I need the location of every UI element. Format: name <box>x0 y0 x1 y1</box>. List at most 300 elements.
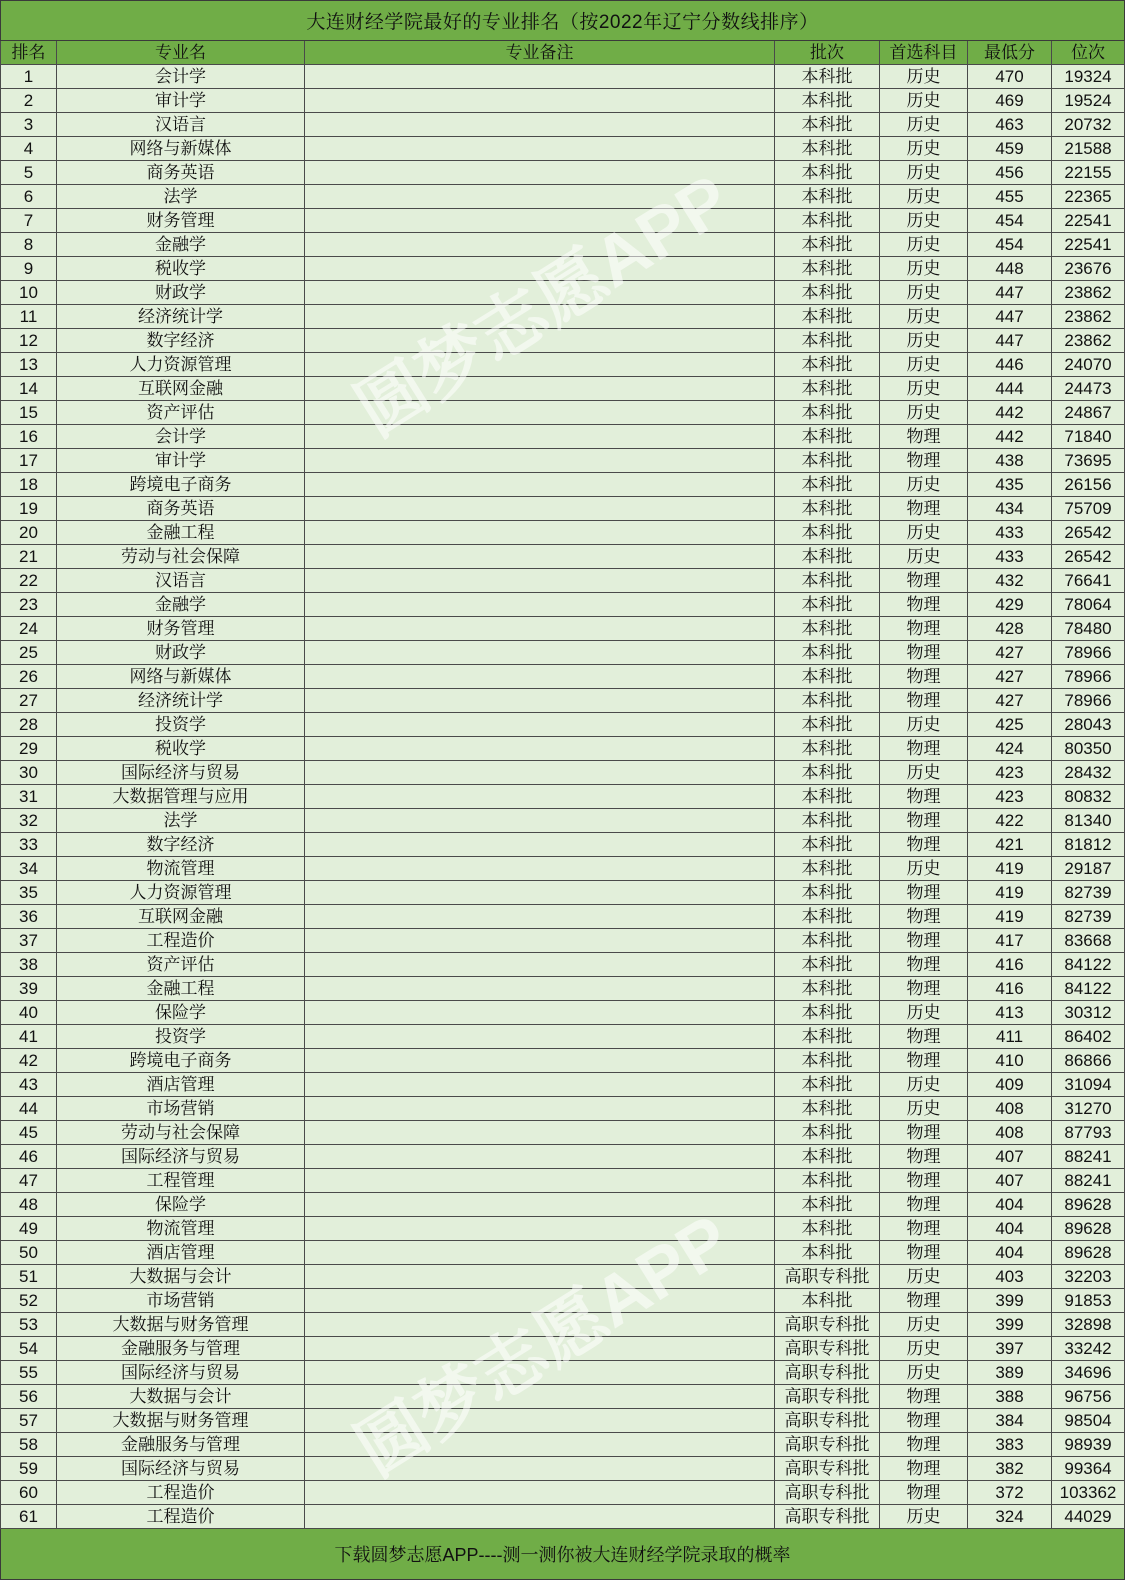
rank-cell: 13 <box>0 353 57 377</box>
subject-cell: 历史 <box>880 353 968 377</box>
rank-cell: 36 <box>0 905 57 929</box>
remark-cell <box>305 857 775 881</box>
major-name-cell: 财务管理 <box>57 617 305 641</box>
table-row <box>0 233 1125 257</box>
remark-cell <box>305 809 775 833</box>
rank-cell: 6 <box>0 185 57 209</box>
batch-cell: 本科批 <box>775 641 880 665</box>
batch-cell: 高职专科批 <box>775 1409 880 1433</box>
rank-cell: 40 <box>0 1001 57 1025</box>
table-row <box>0 1481 1125 1505</box>
remark-cell <box>305 449 775 473</box>
min-score-cell: 419 <box>968 857 1052 881</box>
min-score-cell: 429 <box>968 593 1052 617</box>
table-row <box>0 905 1125 929</box>
remark-cell <box>305 593 775 617</box>
min-score-cell: 427 <box>968 689 1052 713</box>
rank-cell: 14 <box>0 377 57 401</box>
min-score-cell: 428 <box>968 617 1052 641</box>
major-name-cell: 人力资源管理 <box>57 353 305 377</box>
rank-cell: 17 <box>0 449 57 473</box>
table-row <box>0 1145 1125 1169</box>
rank-cell: 49 <box>0 1217 57 1241</box>
min-score-cell: 407 <box>968 1145 1052 1169</box>
position-cell: 32898 <box>1052 1313 1125 1337</box>
subject-cell: 历史 <box>880 1001 968 1025</box>
remark-cell <box>305 1217 775 1241</box>
subject-cell: 历史 <box>880 1505 968 1529</box>
subject-cell: 物理 <box>880 1025 968 1049</box>
subject-cell: 物理 <box>880 1409 968 1433</box>
position-cell: 29187 <box>1052 857 1125 881</box>
batch-cell: 本科批 <box>775 1145 880 1169</box>
remark-cell <box>305 545 775 569</box>
batch-cell: 本科批 <box>775 425 880 449</box>
min-score-cell: 421 <box>968 833 1052 857</box>
table-row <box>0 977 1125 1001</box>
major-name-cell: 资产评估 <box>57 953 305 977</box>
remark-cell <box>305 1145 775 1169</box>
rank-cell: 35 <box>0 881 57 905</box>
table-row <box>0 329 1125 353</box>
major-name-cell: 跨境电子商务 <box>57 473 305 497</box>
table-row <box>0 65 1125 89</box>
major-name-cell: 数字经济 <box>57 833 305 857</box>
min-score-cell: 448 <box>968 257 1052 281</box>
min-score-cell: 432 <box>968 569 1052 593</box>
table-row <box>0 1169 1125 1193</box>
remark-cell <box>305 1409 775 1433</box>
table-row <box>0 1337 1125 1361</box>
position-cell: 23862 <box>1052 305 1125 329</box>
min-score-cell: 434 <box>968 497 1052 521</box>
rank-cell: 24 <box>0 617 57 641</box>
remark-cell <box>305 1289 775 1313</box>
subject-cell: 历史 <box>880 185 968 209</box>
min-score-cell: 459 <box>968 137 1052 161</box>
rank-cell: 29 <box>0 737 57 761</box>
major-name-cell: 经济统计学 <box>57 305 305 329</box>
rank-cell: 26 <box>0 665 57 689</box>
position-cell: 31270 <box>1052 1097 1125 1121</box>
table-row <box>0 1001 1125 1025</box>
table-row <box>0 1265 1125 1289</box>
major-name-cell: 物流管理 <box>57 1217 305 1241</box>
batch-cell: 本科批 <box>775 761 880 785</box>
position-cell: 19524 <box>1052 89 1125 113</box>
subject-cell: 物理 <box>880 953 968 977</box>
subject-cell: 历史 <box>880 65 968 89</box>
header-remark: 专业备注 <box>305 41 775 65</box>
table-row <box>0 1241 1125 1265</box>
min-score-cell: 425 <box>968 713 1052 737</box>
major-name-cell: 工程造价 <box>57 1505 305 1529</box>
rank-cell: 7 <box>0 209 57 233</box>
table-row <box>0 545 1125 569</box>
major-name-cell: 酒店管理 <box>57 1073 305 1097</box>
major-name-cell: 人力资源管理 <box>57 881 305 905</box>
major-name-cell: 国际经济与贸易 <box>57 761 305 785</box>
rank-cell: 38 <box>0 953 57 977</box>
position-cell: 71840 <box>1052 425 1125 449</box>
rank-cell: 47 <box>0 1169 57 1193</box>
table-row <box>0 953 1125 977</box>
rank-cell: 61 <box>0 1505 57 1529</box>
subject-cell: 物理 <box>880 689 968 713</box>
rank-cell: 22 <box>0 569 57 593</box>
remark-cell <box>305 1097 775 1121</box>
major-name-cell: 市场营销 <box>57 1289 305 1313</box>
table-row <box>0 401 1125 425</box>
header-batch: 批次 <box>775 41 880 65</box>
rank-cell: 3 <box>0 113 57 137</box>
min-score-cell: 433 <box>968 521 1052 545</box>
subject-cell: 物理 <box>880 641 968 665</box>
position-cell: 86402 <box>1052 1025 1125 1049</box>
min-score-cell: 399 <box>968 1313 1052 1337</box>
position-cell: 26156 <box>1052 473 1125 497</box>
min-score-cell: 438 <box>968 449 1052 473</box>
position-cell: 98504 <box>1052 1409 1125 1433</box>
rank-cell: 19 <box>0 497 57 521</box>
batch-cell: 本科批 <box>775 689 880 713</box>
major-name-cell: 国际经济与贸易 <box>57 1145 305 1169</box>
table-row <box>0 761 1125 785</box>
position-cell: 26542 <box>1052 545 1125 569</box>
min-score-cell: 455 <box>968 185 1052 209</box>
table-row <box>0 713 1125 737</box>
subject-cell: 历史 <box>880 305 968 329</box>
major-name-cell: 金融学 <box>57 593 305 617</box>
min-score-cell: 404 <box>968 1217 1052 1241</box>
position-cell: 99364 <box>1052 1457 1125 1481</box>
subject-cell: 物理 <box>880 929 968 953</box>
table-row <box>0 1097 1125 1121</box>
rank-cell: 45 <box>0 1121 57 1145</box>
position-cell: 83668 <box>1052 929 1125 953</box>
remark-cell <box>305 1049 775 1073</box>
min-score-cell: 433 <box>968 545 1052 569</box>
major-name-cell: 财政学 <box>57 641 305 665</box>
position-cell: 33242 <box>1052 1337 1125 1361</box>
batch-cell: 本科批 <box>775 1193 880 1217</box>
table-row <box>0 1289 1125 1313</box>
remark-cell <box>305 1505 775 1529</box>
subject-cell: 历史 <box>880 1337 968 1361</box>
major-name-cell: 保险学 <box>57 1193 305 1217</box>
position-cell: 78064 <box>1052 593 1125 617</box>
rank-cell: 51 <box>0 1265 57 1289</box>
subject-cell: 物理 <box>880 1121 968 1145</box>
major-name-cell: 法学 <box>57 809 305 833</box>
min-score-cell: 408 <box>968 1121 1052 1145</box>
min-score-cell: 403 <box>968 1265 1052 1289</box>
rank-cell: 15 <box>0 401 57 425</box>
remark-cell <box>305 1313 775 1337</box>
batch-cell: 高职专科批 <box>775 1361 880 1385</box>
major-name-cell: 大数据与会计 <box>57 1265 305 1289</box>
rank-cell: 27 <box>0 689 57 713</box>
rank-cell: 46 <box>0 1145 57 1169</box>
batch-cell: 本科批 <box>775 545 880 569</box>
min-score-cell: 419 <box>968 881 1052 905</box>
table-row <box>0 1361 1125 1385</box>
subject-cell: 历史 <box>880 89 968 113</box>
batch-cell: 本科批 <box>775 593 880 617</box>
min-score-cell: 447 <box>968 281 1052 305</box>
rank-cell: 23 <box>0 593 57 617</box>
position-cell: 82739 <box>1052 905 1125 929</box>
remark-cell <box>305 1361 775 1385</box>
table-row <box>0 281 1125 305</box>
table-row <box>0 161 1125 185</box>
position-cell: 78966 <box>1052 641 1125 665</box>
subject-cell: 历史 <box>880 209 968 233</box>
table-row <box>0 1121 1125 1145</box>
position-cell: 22541 <box>1052 233 1125 257</box>
header-rank: 排名 <box>0 41 57 65</box>
position-cell: 103362 <box>1052 1481 1125 1505</box>
major-name-cell: 网络与新媒体 <box>57 665 305 689</box>
remark-cell <box>305 1265 775 1289</box>
major-name-cell: 保险学 <box>57 1001 305 1025</box>
min-score-cell: 423 <box>968 785 1052 809</box>
subject-cell: 历史 <box>880 257 968 281</box>
major-name-cell: 会计学 <box>57 425 305 449</box>
table-row <box>0 833 1125 857</box>
remark-cell <box>305 929 775 953</box>
min-score-cell: 372 <box>968 1481 1052 1505</box>
min-score-cell: 435 <box>968 473 1052 497</box>
batch-cell: 本科批 <box>775 65 880 89</box>
position-cell: 80832 <box>1052 785 1125 809</box>
table-row <box>0 593 1125 617</box>
remark-cell <box>305 1025 775 1049</box>
subject-cell: 物理 <box>880 1217 968 1241</box>
major-name-cell: 汉语言 <box>57 569 305 593</box>
rank-cell: 56 <box>0 1385 57 1409</box>
rank-cell: 48 <box>0 1193 57 1217</box>
remark-cell <box>305 713 775 737</box>
position-cell: 26542 <box>1052 521 1125 545</box>
subject-cell: 物理 <box>880 905 968 929</box>
remark-cell <box>305 401 775 425</box>
page-title: 大连财经学院最好的专业排名（按2022年辽宁分数线排序） <box>0 0 1125 40</box>
min-score-cell: 388 <box>968 1385 1052 1409</box>
min-score-cell: 389 <box>968 1361 1052 1385</box>
remark-cell <box>305 977 775 1001</box>
header-major: 专业名 <box>57 41 305 65</box>
subject-cell: 历史 <box>880 377 968 401</box>
batch-cell: 本科批 <box>775 1097 880 1121</box>
subject-cell: 历史 <box>880 329 968 353</box>
batch-cell: 本科批 <box>775 713 880 737</box>
position-cell: 24473 <box>1052 377 1125 401</box>
rank-cell: 39 <box>0 977 57 1001</box>
subject-cell: 物理 <box>880 1169 968 1193</box>
position-cell: 87793 <box>1052 1121 1125 1145</box>
major-name-cell: 劳动与社会保障 <box>57 1121 305 1145</box>
rank-cell: 42 <box>0 1049 57 1073</box>
rank-cell: 53 <box>0 1313 57 1337</box>
table-row <box>0 785 1125 809</box>
position-cell: 89628 <box>1052 1193 1125 1217</box>
batch-cell: 高职专科批 <box>775 1385 880 1409</box>
major-name-cell: 法学 <box>57 185 305 209</box>
table-row <box>0 209 1125 233</box>
batch-cell: 高职专科批 <box>775 1337 880 1361</box>
batch-cell: 本科批 <box>775 1049 880 1073</box>
batch-cell: 本科批 <box>775 665 880 689</box>
remark-cell <box>305 761 775 785</box>
rank-cell: 11 <box>0 305 57 329</box>
remark-cell <box>305 1457 775 1481</box>
min-score-cell: 447 <box>968 305 1052 329</box>
subject-cell: 物理 <box>880 617 968 641</box>
position-cell: 23676 <box>1052 257 1125 281</box>
subject-cell: 物理 <box>880 1241 968 1265</box>
batch-cell: 本科批 <box>775 617 880 641</box>
min-score-cell: 417 <box>968 929 1052 953</box>
batch-cell: 本科批 <box>775 329 880 353</box>
batch-cell: 本科批 <box>775 737 880 761</box>
rank-cell: 18 <box>0 473 57 497</box>
major-name-cell: 商务英语 <box>57 161 305 185</box>
batch-cell: 高职专科批 <box>775 1433 880 1457</box>
position-cell: 28043 <box>1052 713 1125 737</box>
position-cell: 84122 <box>1052 953 1125 977</box>
batch-cell: 本科批 <box>775 833 880 857</box>
major-name-cell: 互联网金融 <box>57 377 305 401</box>
batch-cell: 本科批 <box>775 401 880 425</box>
position-cell: 81340 <box>1052 809 1125 833</box>
position-cell: 84122 <box>1052 977 1125 1001</box>
batch-cell: 本科批 <box>775 569 880 593</box>
subject-cell: 历史 <box>880 1313 968 1337</box>
major-name-cell: 财务管理 <box>57 209 305 233</box>
remark-cell <box>305 881 775 905</box>
rank-cell: 55 <box>0 1361 57 1385</box>
batch-cell: 本科批 <box>775 473 880 497</box>
table-row <box>0 1073 1125 1097</box>
min-score-cell: 409 <box>968 1073 1052 1097</box>
position-cell: 76641 <box>1052 569 1125 593</box>
major-name-cell: 投资学 <box>57 713 305 737</box>
table-row <box>0 881 1125 905</box>
remark-cell <box>305 1193 775 1217</box>
position-cell: 22541 <box>1052 209 1125 233</box>
watermark-text: 圆梦志愿APP <box>342 159 744 451</box>
batch-cell: 高职专科批 <box>775 1481 880 1505</box>
table-row <box>0 425 1125 449</box>
position-cell: 78966 <box>1052 665 1125 689</box>
subject-cell: 物理 <box>880 1193 968 1217</box>
header-position: 位次 <box>1052 41 1125 65</box>
position-cell: 88241 <box>1052 1169 1125 1193</box>
major-name-cell: 资产评估 <box>57 401 305 425</box>
subject-cell: 物理 <box>880 1145 968 1169</box>
min-score-cell: 442 <box>968 425 1052 449</box>
remark-cell <box>305 1169 775 1193</box>
remark-cell <box>305 641 775 665</box>
rank-cell: 28 <box>0 713 57 737</box>
remark-cell <box>305 833 775 857</box>
batch-cell: 本科批 <box>775 209 880 233</box>
subject-cell: 历史 <box>880 137 968 161</box>
major-name-cell: 经济统计学 <box>57 689 305 713</box>
subject-cell: 物理 <box>880 449 968 473</box>
min-score-cell: 324 <box>968 1505 1052 1529</box>
batch-cell: 本科批 <box>775 137 880 161</box>
table-row <box>0 353 1125 377</box>
position-cell: 23862 <box>1052 329 1125 353</box>
batch-cell: 本科批 <box>775 881 880 905</box>
remark-cell <box>305 737 775 761</box>
major-name-cell: 物流管理 <box>57 857 305 881</box>
major-name-cell: 互联网金融 <box>57 905 305 929</box>
remark-cell <box>305 1001 775 1025</box>
batch-cell: 高职专科批 <box>775 1505 880 1529</box>
table-row <box>0 377 1125 401</box>
rank-cell: 4 <box>0 137 57 161</box>
min-score-cell: 442 <box>968 401 1052 425</box>
major-name-cell: 会计学 <box>57 65 305 89</box>
batch-cell: 本科批 <box>775 1241 880 1265</box>
remark-cell <box>305 689 775 713</box>
table-row <box>0 641 1125 665</box>
position-cell: 32203 <box>1052 1265 1125 1289</box>
position-cell: 31094 <box>1052 1073 1125 1097</box>
position-cell: 24070 <box>1052 353 1125 377</box>
rank-cell: 37 <box>0 929 57 953</box>
major-name-cell: 跨境电子商务 <box>57 1049 305 1073</box>
position-cell: 78966 <box>1052 689 1125 713</box>
subject-cell: 物理 <box>880 497 968 521</box>
batch-cell: 本科批 <box>775 1073 880 1097</box>
position-cell: 44029 <box>1052 1505 1125 1529</box>
rank-cell: 60 <box>0 1481 57 1505</box>
batch-cell: 本科批 <box>775 929 880 953</box>
rank-cell: 1 <box>0 65 57 89</box>
rank-cell: 8 <box>0 233 57 257</box>
position-cell: 19324 <box>1052 65 1125 89</box>
min-score-cell: 422 <box>968 809 1052 833</box>
remark-cell <box>305 617 775 641</box>
major-name-cell: 金融工程 <box>57 521 305 545</box>
major-name-cell: 国际经济与贸易 <box>57 1457 305 1481</box>
table-row <box>0 137 1125 161</box>
table-row <box>0 1193 1125 1217</box>
major-name-cell: 酒店管理 <box>57 1241 305 1265</box>
remark-cell <box>305 305 775 329</box>
table-row <box>0 617 1125 641</box>
remark-cell <box>305 497 775 521</box>
min-score-cell: 447 <box>968 329 1052 353</box>
min-score-cell: 470 <box>968 65 1052 89</box>
batch-cell: 本科批 <box>775 977 880 1001</box>
batch-cell: 本科批 <box>775 521 880 545</box>
rank-cell: 25 <box>0 641 57 665</box>
position-cell: 78480 <box>1052 617 1125 641</box>
batch-cell: 高职专科批 <box>775 1457 880 1481</box>
rank-cell: 43 <box>0 1073 57 1097</box>
table-row <box>0 257 1125 281</box>
table-row <box>0 1457 1125 1481</box>
major-name-cell: 商务英语 <box>57 497 305 521</box>
subject-cell: 物理 <box>880 1049 968 1073</box>
min-score-cell: 424 <box>968 737 1052 761</box>
batch-cell: 本科批 <box>775 257 880 281</box>
